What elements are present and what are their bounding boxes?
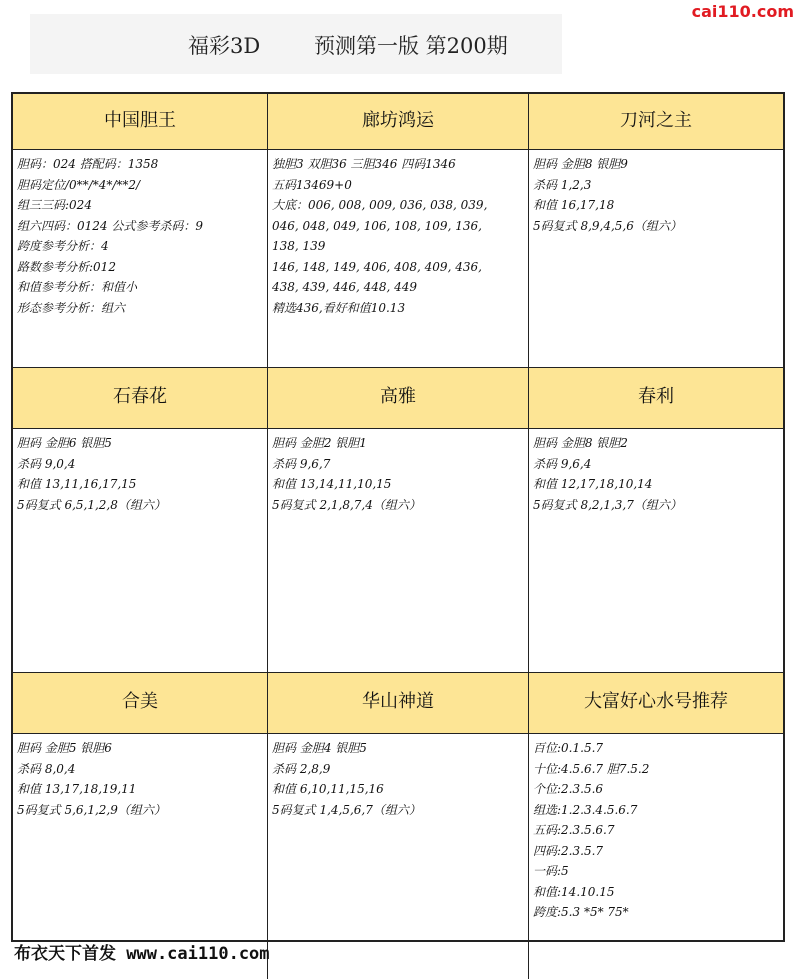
expert-title: 大富好心水号推荐: [529, 673, 783, 734]
prediction-line: 精选436,看好和值10.13: [272, 300, 406, 315]
prediction-line: 046, 048, 049, 106, 108, 109, 136,: [272, 218, 482, 233]
prediction-line: 和值 13,17,18,19,11: [17, 782, 137, 796]
prediction-line: 和值:14.10.15: [533, 884, 615, 899]
prediction-line: 胆码 金胆8 银胆2: [533, 436, 628, 450]
prediction-line: 和值 13,14,11,10,15: [272, 477, 392, 491]
expert-body: [268, 734, 529, 979]
prediction-line: 一码:5: [533, 864, 569, 878]
prediction-line: 杀码 1,2,3: [533, 177, 592, 192]
prediction-line: 路数参考分析:012: [17, 259, 116, 274]
prediction-line: 和值参考分析：和值小: [17, 280, 138, 294]
prediction-line: 胆码 金胆8 银胆9: [533, 157, 628, 171]
prediction-line: 杀码 9,6,4: [533, 456, 592, 471]
prediction-line: 个位:2.3.5.6: [533, 782, 604, 796]
prediction-line: 和值 16,17,18: [533, 198, 615, 212]
prediction-line: 5码复式 8,2,1,3,7（组六）: [533, 497, 682, 512]
prediction-line: 胆码 金胆4 银胆5: [272, 741, 367, 755]
expert-body: [268, 429, 529, 673]
expert-title: 中国胆王: [13, 94, 268, 150]
prediction-line: 146, 148, 149, 406, 408, 409, 436,: [272, 259, 482, 274]
prediction-line: 五码:2.3.5.6.7: [533, 823, 615, 837]
header-banner: [30, 14, 562, 74]
expert-body: [268, 150, 529, 368]
prediction-line: 组六四码：0124 公式参考杀码：9: [17, 218, 203, 233]
prediction-grid: [11, 92, 785, 942]
prediction-line: 5码复式 5,6,1,2,9（组六）: [17, 802, 166, 817]
prediction-line: 胆码：024 搭配码：1358: [17, 157, 159, 171]
prediction-line: 组三三码:024: [17, 198, 92, 212]
expert-title: 石春花: [13, 368, 268, 429]
prediction-line: 组选:1.2.3.4.5.6.7: [533, 802, 638, 817]
prediction-line: 和值 6,10,11,15,16: [272, 782, 384, 796]
prediction-line: 5码复式 6,5,1,2,8（组六）: [17, 497, 166, 512]
prediction-line: 138, 139: [272, 239, 326, 253]
expert-title: 春利: [529, 368, 783, 429]
prediction-line: 跨度:5.3 *5* 75*: [533, 905, 629, 919]
prediction-line: 大底：006, 008, 009, 036, 038, 039,: [272, 198, 488, 212]
prediction-line: 独胆3 双胆36 三胆346 四码1346: [272, 157, 456, 171]
prediction-line: 百位:0.1.5.7: [533, 741, 604, 755]
prediction-line: 形态参考分析：组六: [17, 300, 126, 315]
game-title: 福彩3D: [188, 34, 261, 58]
prediction-line: 5码复式 1,4,5,6,7（组六）: [272, 802, 421, 817]
prediction-line: 胆码 金胆6 银胆5: [17, 436, 112, 450]
prediction-line: 杀码 9,6,7: [272, 456, 331, 471]
expert-title: 廊坊鸿运: [268, 94, 529, 150]
expert-body: [529, 150, 783, 368]
prediction-line: 十位:4.5.6.7 胆7.5.2: [533, 761, 650, 776]
prediction-line: 胆码定位/0**/*4*/**2/: [17, 177, 141, 192]
prediction-line: 胆码 金胆5 银胆6: [17, 741, 112, 755]
prediction-line: 438, 439, 446, 448, 449: [272, 280, 418, 294]
prediction-line: 杀码 2,8,9: [272, 761, 331, 776]
prediction-line: 杀码 9,0,4: [17, 456, 76, 471]
site-logo[interactable]: cai110.com: [691, 2, 794, 21]
prediction-line: 5码复式 8,9,4,5,6（组六）: [533, 218, 682, 233]
prediction-line: 和值 12,17,18,10,14: [533, 477, 653, 491]
expert-title: 华山神道: [268, 673, 529, 734]
expert-body: [529, 734, 783, 979]
expert-body: [13, 429, 268, 673]
prediction-line: 跨度参考分析：4: [17, 239, 109, 253]
expert-title: 刀河之主: [529, 94, 783, 150]
prediction-line: 胆码 金胆2 银胆1: [272, 436, 367, 450]
prediction-line: 四码:2.3.5.7: [533, 843, 604, 858]
prediction-line: 杀码 8,0,4: [17, 761, 76, 776]
prediction-line: 5码复式 2,1,8,7,4（组六）: [272, 497, 421, 512]
prediction-line: 和值 13,11,16,17,15: [17, 477, 137, 491]
expert-title: 合美: [13, 673, 268, 734]
expert-title: 高雅: [268, 368, 529, 429]
expert-body: [13, 150, 268, 368]
prediction-line: 五码13469+0: [272, 177, 352, 192]
footer-caption: 布衣天下首发 www.cai110.com: [14, 944, 270, 964]
expert-body: [529, 429, 783, 673]
issue-title: 预测第一版 第200期: [314, 34, 508, 58]
